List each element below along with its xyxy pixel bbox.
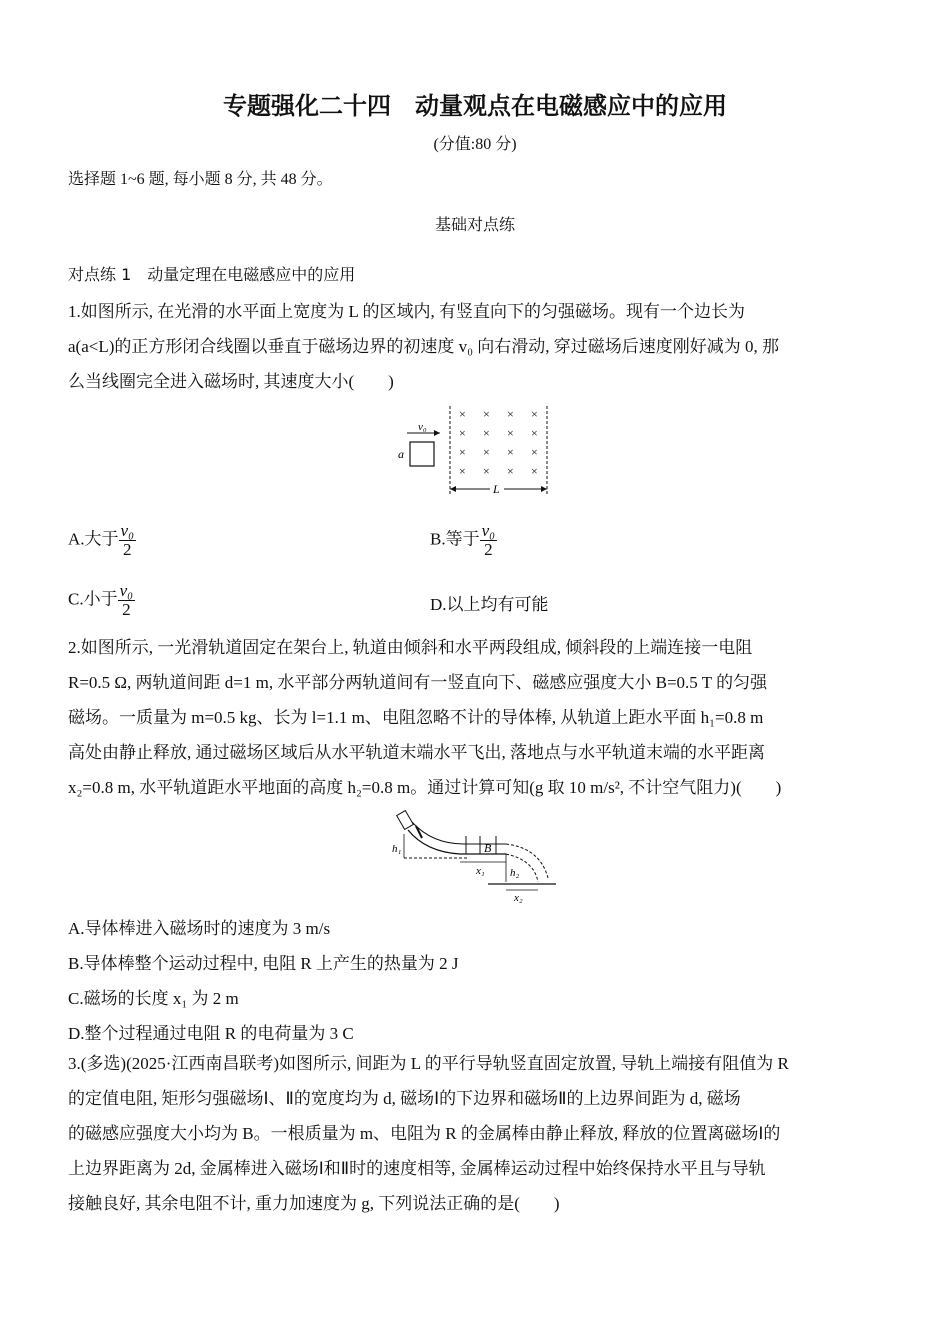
h2-label: h₂: [510, 867, 520, 879]
subsection-heading: 对点练 1 动量定理在电磁感应中的应用: [68, 265, 356, 284]
text-line: 的磁感应强度大小均为 B。一根质量为 m、电阻为 R 的金属棒由静止释放, 释放的位置离磁场Ⅰ的: [68, 1124, 781, 1143]
rail-back: [412, 822, 506, 844]
field-x-mark: ×: [459, 464, 466, 478]
field-x-mark: ×: [507, 464, 514, 478]
square-coil: [410, 442, 434, 466]
a-label: a: [398, 447, 404, 461]
q1-option-c[interactable]: [68, 582, 135, 619]
page-title: 专题强化二十四 动量观点在电磁感应中的应用: [223, 92, 727, 120]
text-line: 接触良好, 其余电阻不计, 重力加速度为 g, 下列说法正确的是( ): [68, 1194, 560, 1213]
text-line: a(a<L)的正方形闭合线圈以垂直于磁场边界的初速度 v₀ 向右滑动, 穿过磁场后速度刚好减为 0, 那: [68, 337, 780, 356]
option-label: B.等于: [430, 529, 480, 549]
fraction-denominator: 2: [122, 600, 131, 619]
field-x-mark: ×: [483, 445, 490, 459]
question-1-text: [68, 294, 880, 399]
arrowhead: [450, 486, 456, 492]
fraction-numerator: v₀: [481, 521, 496, 540]
x2-label: x₂: [514, 892, 523, 903]
fraction: [118, 582, 135, 619]
arrowhead: [541, 486, 547, 492]
field-x-mark: ×: [483, 426, 490, 440]
q1-option-a[interactable]: [68, 522, 136, 559]
q2-option-b[interactable]: B.导体棒整个运动过程中, 电阻 R 上产生的热量为 2 J: [68, 954, 459, 973]
resistor: [397, 811, 414, 830]
field-x-mark: ×: [531, 445, 538, 459]
field-x-mark: ×: [531, 426, 538, 440]
x1-label: x₁: [476, 865, 485, 877]
fraction-denominator: 2: [123, 540, 132, 559]
text-line: 上边界距离为 2d, 金属棒进入磁场Ⅰ和Ⅱ时的速度相等, 金属棒运动过程中始终保持水平且与导轨: [68, 1159, 766, 1178]
field-x-mark: ×: [459, 407, 466, 421]
option-label: A.大于: [68, 529, 119, 549]
field-x-mark: ×: [483, 407, 490, 421]
q1-option-d[interactable]: D.以上均有可能: [430, 595, 549, 614]
field-x-mark: ×: [531, 464, 538, 478]
text-line: 的定值电阻, 矩形匀强磁场Ⅰ、Ⅱ的宽度均为 d, 磁场Ⅰ的下边界和磁场Ⅱ的上边界间距为 d, 磁场: [68, 1089, 741, 1108]
fraction-numerator: v₀: [120, 521, 134, 540]
field-x-mark: ×: [507, 426, 514, 440]
field-x-mark: ×: [507, 407, 514, 421]
magnetic-field-marks: [459, 407, 538, 478]
field-x-mark: ×: [531, 407, 538, 421]
question-1-figure: [390, 400, 560, 500]
field-x-mark: ×: [459, 426, 466, 440]
question-3-text: [68, 1046, 880, 1221]
text-line: R=0.5 Ω, 两轨道间距 d=1 m, 水平部分两轨道间有一竖直向下、磁感应强度大小 B=0.5 T 的匀强: [68, 673, 768, 692]
h1-label: h₁: [392, 843, 402, 855]
text-line: x₂=0.8 m, 水平轨道距水平地面的高度 h₂=0.8 m。通过计算可知(g 取 10 m/s², 不计空气阻力)( ): [68, 778, 782, 797]
arrowhead: [434, 430, 440, 436]
q2-option-c[interactable]: C.磁场的长度 x₁ 为 2 m: [68, 989, 239, 1008]
fraction: [480, 522, 497, 559]
fraction-numerator: v₀: [119, 581, 134, 600]
fraction-denominator: 2: [484, 540, 493, 559]
text-line: 3.(多选)(2025·江西南昌联考)如图所示, 间距为 L 的平行导轨竖直固定放置, 导轨上端接有阻值为 R: [68, 1054, 789, 1073]
field-x-mark: ×: [483, 464, 490, 478]
intro-text: 选择题 1~6 题, 每小题 8 分, 共 48 分。: [68, 171, 333, 188]
B-label: B: [484, 841, 492, 855]
q2-option-d[interactable]: D.整个过程通过电阻 R 的电荷量为 3 C: [68, 1024, 354, 1043]
field-x-mark: ×: [507, 445, 514, 459]
conductor-bar: [416, 826, 422, 838]
field-x-mark: ×: [459, 445, 466, 459]
question-2-figure: [388, 808, 563, 903]
text-line: 2.如图所示, 一光滑轨道固定在架台上, 轨道由倾斜和水平两段组成, 倾斜段的上端连接一电阻: [68, 638, 753, 657]
question-2-text: [68, 630, 880, 805]
section-heading: 基础对点练: [434, 215, 515, 234]
text-line: 么当线圈完全进入磁场时, 其速度大小( ): [68, 372, 394, 391]
q1-option-b[interactable]: [430, 522, 497, 559]
text-line: 高处由静止释放, 通过磁场区域后从水平轨道末端水平飞出, 落地点与水平轨道末端的水平距离: [68, 743, 765, 762]
option-label: C.小于: [68, 589, 118, 609]
L-label: L: [493, 482, 500, 496]
score-note: (分值:80 分): [433, 136, 517, 153]
text-line: 1.如图所示, 在光滑的水平面上宽度为 L 的区域内, 有竖直向下的匀强磁场。现有一个边长为: [68, 302, 746, 321]
v0-label: v₀: [418, 421, 427, 433]
q2-option-a[interactable]: A.导体棒进入磁场时的速度为 3 m/s: [68, 919, 331, 938]
fraction: [119, 522, 136, 559]
text-line: 磁场。一质量为 m=0.5 kg、长为 l=1.1 m、电阻忽略不计的导体棒, 从轨道上距水平面 h₁=0.8 m: [68, 708, 764, 727]
